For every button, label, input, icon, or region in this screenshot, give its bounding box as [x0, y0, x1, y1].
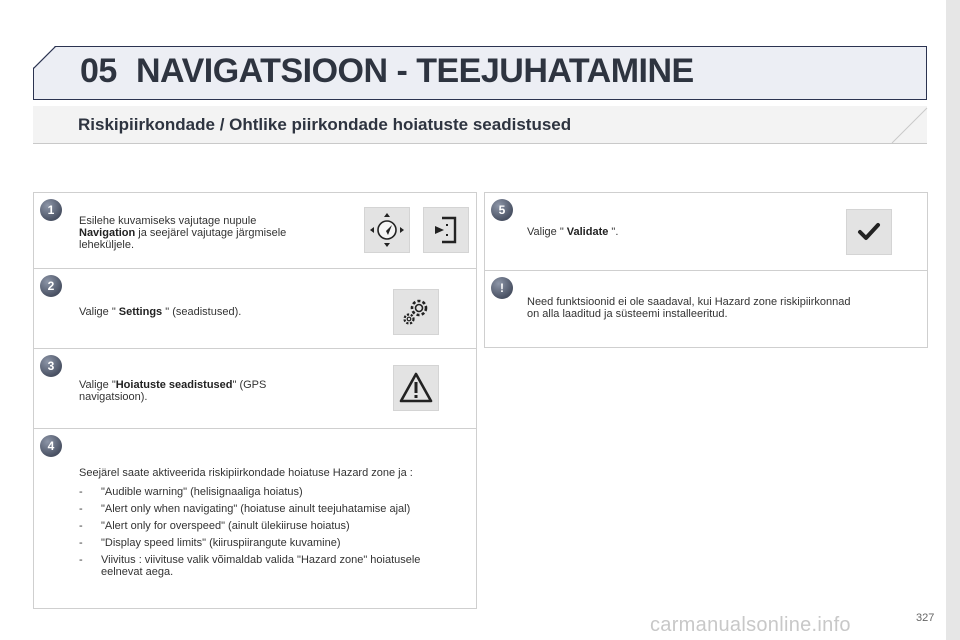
step-badge: 3: [40, 355, 62, 377]
dpad-icon: [368, 211, 406, 249]
list-item: - "Alert only when navigating" (hoiatuse ainult teejuhatamise ajal): [79, 503, 411, 515]
step-1-text: Esilehe kuvamiseks vajutage nupule Navigation ja seejärel vajutage järgmisele leheküljele.: [79, 215, 287, 251]
list-item: - Viivitus : viivituse valik võimaldab valida "Hazard zone" hoiatusele eelnevat aega.: [79, 554, 421, 578]
next-page-button[interactable]: [423, 207, 469, 253]
right-edge-strip: [946, 0, 960, 640]
list-item: - "Display speed limits" (kiiruspiirangute kuvamine): [79, 537, 341, 549]
right-steps-panel: [484, 192, 928, 348]
step-3: [34, 349, 476, 429]
hazard-settings-button[interactable]: [393, 365, 439, 411]
header-corner-decoration: [33, 46, 57, 70]
settings-gears-icon: [398, 294, 434, 330]
list-item: - "Alert only for overspeed" (ainult ülekiiruse hoiatus): [79, 520, 350, 532]
watermark: carmanualsonline.info: [650, 614, 851, 636]
validate-button[interactable]: [846, 209, 892, 255]
step-badge: 1: [40, 199, 62, 221]
list-item: - "Audible warning" (helisignaaliga hoiatus): [79, 486, 303, 498]
step-5: [485, 193, 927, 271]
step-1: [34, 193, 476, 269]
exclamation-icon: !: [491, 277, 513, 299]
step-2: [34, 269, 476, 349]
chapter-title: NAVIGATSIOON - TEEJUHATAMINE: [136, 52, 694, 90]
page-number: 327: [916, 612, 935, 624]
step-2-text: Valige " Settings " (seadistused).: [79, 306, 242, 318]
step-3-text: Valige "Hoiatuste seadistused" (GPS navigatsioon).: [79, 379, 267, 403]
step-4-intro: Seejärel saate aktiveerida riskipiirkondade hoiatuse Hazard zone ja :: [79, 467, 413, 479]
warning-note-text: Need funktsioonid ei ole saadaval, kui Hazard zone riskipiirkonnad on alla laaditud ja süsteemi installeeritud.: [527, 296, 851, 320]
warning-note: [485, 271, 927, 349]
section-title: Riskipiirkondade / Ohtlike piirkondade hoiatuste seadistused: [78, 115, 572, 134]
step-badge: 5: [491, 199, 513, 221]
chapter-number: 05: [80, 52, 117, 90]
dpad-button[interactable]: [364, 207, 410, 253]
next-page-icon: [431, 215, 461, 245]
step-4-text: [79, 467, 469, 583]
settings-button[interactable]: [393, 289, 439, 335]
step-5-text: Valige " Validate ".: [527, 226, 619, 238]
checkmark-icon: [856, 219, 882, 245]
step-badge: 4: [40, 435, 62, 457]
warning-triangle-icon: [398, 371, 434, 405]
section-corner-decoration: [880, 106, 928, 144]
step-badge: 2: [40, 275, 62, 297]
step-4: [34, 429, 476, 610]
left-steps-panel: [33, 192, 477, 609]
